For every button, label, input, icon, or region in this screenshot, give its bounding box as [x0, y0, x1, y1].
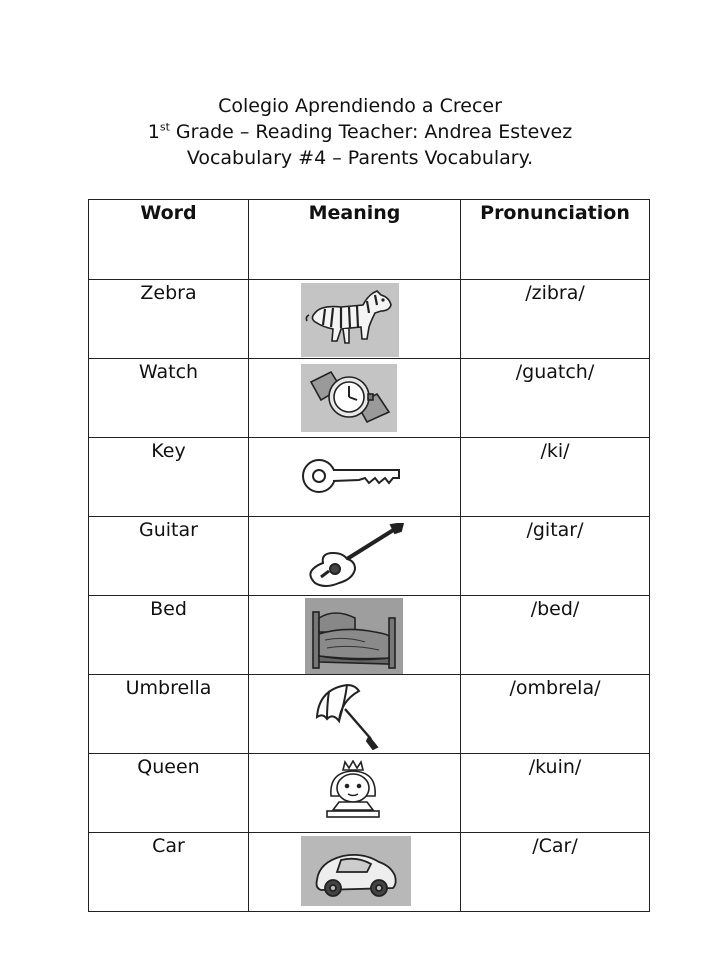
- grade-teacher-line: [0, 119, 720, 145]
- meaning-cell: [249, 833, 461, 912]
- table-row: [89, 359, 650, 438]
- word-cell: Guitar: [89, 517, 249, 596]
- pronunciation-cell: /gitar/: [461, 517, 650, 596]
- pronunciation-cell: /ki/: [461, 438, 650, 517]
- vocabulary-title: Vocabulary #4 – Parents Vocabulary.: [186, 147, 534, 169]
- table-header-row: [89, 200, 650, 280]
- grade-suffix: st: [159, 120, 170, 134]
- meaning-cell: [249, 754, 461, 833]
- meaning-cell: [249, 438, 461, 517]
- table-row: [89, 517, 650, 596]
- table-row: [89, 596, 650, 675]
- table-row: [89, 833, 650, 912]
- vocabulary-table: [88, 199, 650, 912]
- pronunciation-cell: /ombrela/: [461, 675, 650, 754]
- meaning-cell: [249, 675, 461, 754]
- zebra-icon: [301, 283, 399, 357]
- word-cell: Umbrella: [89, 675, 249, 754]
- table-row: [89, 754, 650, 833]
- car-icon: [301, 836, 411, 906]
- meaning-cell: [249, 280, 461, 359]
- word-cell: Car: [89, 833, 249, 912]
- school-name: Colegio Aprendiendo a Crecer: [218, 95, 502, 117]
- column-header-meaning: Meaning: [249, 200, 461, 280]
- column-header-pronunciation: Pronunciation: [461, 200, 650, 280]
- meaning-cell: [249, 517, 461, 596]
- table-row: [89, 675, 650, 754]
- word-cell: Queen: [89, 754, 249, 833]
- pronunciation-cell: /kuin/: [461, 754, 650, 833]
- document-header: [0, 93, 720, 171]
- word-cell: Bed: [89, 596, 249, 675]
- word-cell: Key: [89, 438, 249, 517]
- table-row: [89, 438, 650, 517]
- bed-icon: [305, 598, 403, 674]
- grade-teacher-text: Grade – Reading Teacher: Andrea Estevez: [169, 121, 573, 143]
- pronunciation-cell: /Car/: [461, 833, 650, 912]
- pronunciation-cell: /zibra/: [461, 280, 650, 359]
- word-cell: Watch: [89, 359, 249, 438]
- meaning-cell: [249, 596, 461, 675]
- guitar-icon: [303, 523, 407, 589]
- grade-number: 1: [147, 121, 160, 143]
- word-cell: Zebra: [89, 280, 249, 359]
- key-icon: [299, 452, 403, 502]
- pronunciation-cell: /bed/: [461, 596, 650, 675]
- queen-icon: [319, 760, 387, 820]
- umbrella-icon: [311, 681, 387, 751]
- watch-icon: [301, 364, 397, 432]
- pronunciation-cell: /guatch/: [461, 359, 650, 438]
- meaning-cell: [249, 359, 461, 438]
- column-header-word: Word: [89, 200, 249, 280]
- table-row: [89, 280, 650, 359]
